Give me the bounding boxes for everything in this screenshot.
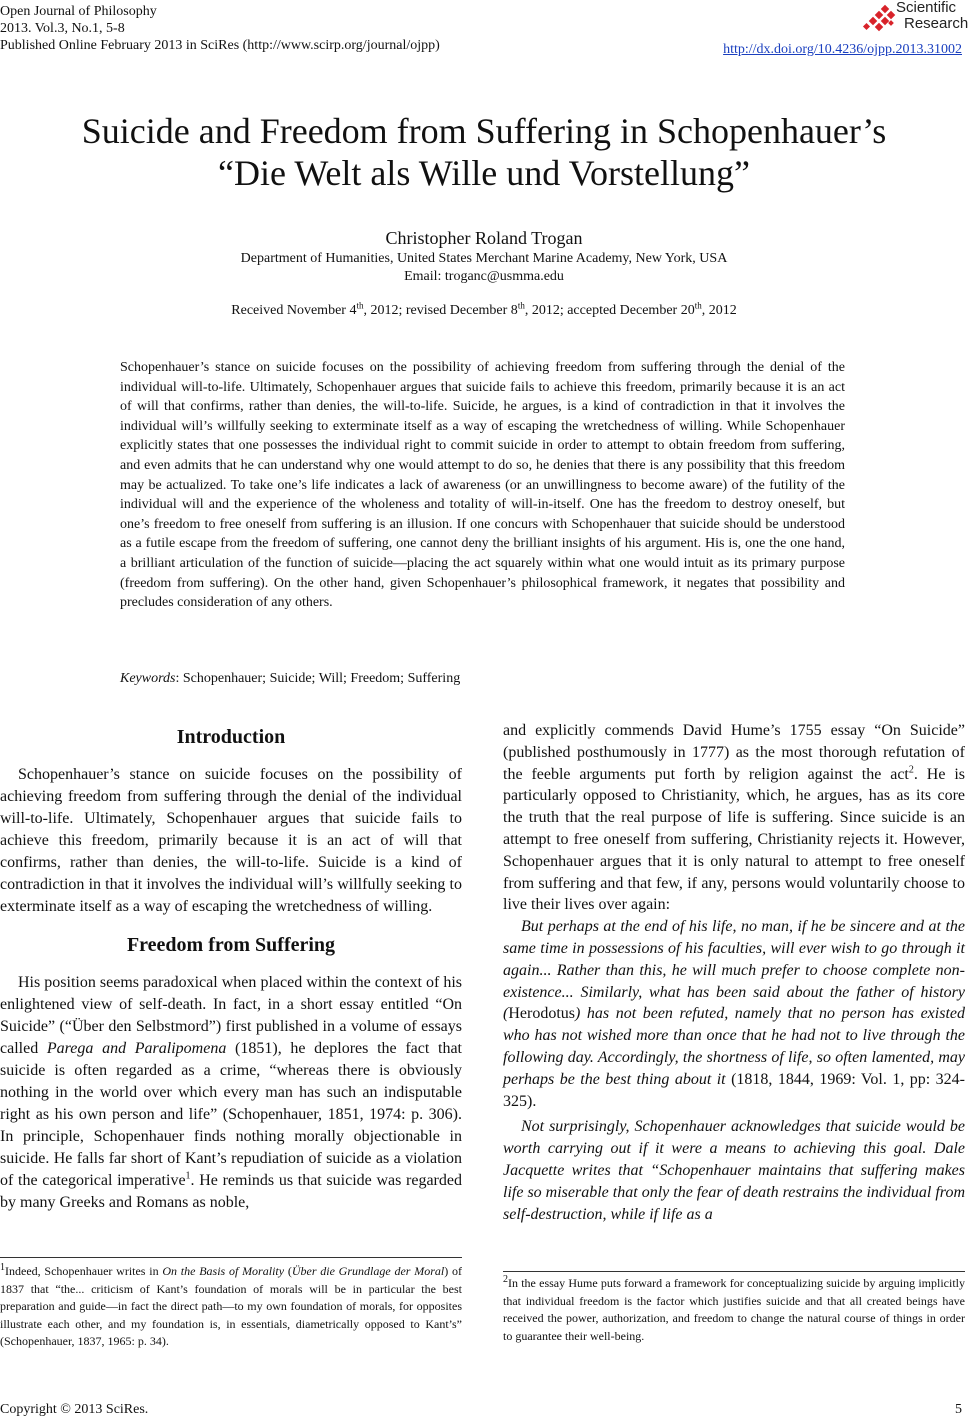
footnote-ref-1[interactable]: 1 <box>185 1170 191 1182</box>
author-affiliation: Department of Humanities, United States Merchant Marine Academy, New York, USA <box>240 251 728 266</box>
page-number: 5 <box>955 1402 962 1417</box>
journal-volume: 2013. Vol.3, No.1, 5-8 <box>0 21 125 36</box>
journal-name: Open Journal of Philosophy <box>0 4 157 19</box>
freedom-text-a: His position seems paradoxical when placed within the context of his enlightened view of self-death. In fact, in a short essay entitled “On Suicide” (“Über den Selbstmord”) first published in a volume of essays called <box>0 974 462 1057</box>
footnote-2-text: In the essay Hume puts forward a framework for conceptualizing suicide by arguing implicitly that individual freedom is the factor which justifies suicide and that all created beings have received the power, authorization, and freedom to change the natural course of things in order to guarantee their well-being. <box>503 1276 965 1343</box>
quote-citation: (1818, 1844, 1969: Vol. 1, pp: 324-325). <box>503 1070 965 1110</box>
footnote-divider-left <box>0 1257 462 1258</box>
right-p2-text-a: Not surprisingly, Schopenhauer acknowledges that suicide would be worth carrying out if it were a means to achieving this goal. Dale Jacquette writes that “ <box>503 1118 965 1179</box>
right-text-b: . He is particularly opposed to Christianity, which, he argues, has as its core the truth that the real purpose of life is suffering. Since suicide is an attempt to free oneself from suffering, Christianity rejects it. However, Schopenhauer argues that it is only natural to attempt to free oneself from suffering and that few, if any, persons would voluntarily choose to live their lives over again: <box>503 765 966 914</box>
quote-text-a: But perhaps at the end of his life, no man, if he be sincere and at the same time in possessions of his faculties, will ever wish to go through it again... Rather than this, he will much prefer to choose complete non-existence... Similarly, what has been said about the father of history ( <box>503 918 965 1023</box>
keywords-label: Keywords <box>120 671 176 686</box>
title-line-2: “Die Welt als Wille und Vorstellung” <box>218 153 750 193</box>
quote-text-b: ) has not been refuted, namely that no person has existed who has not wished more than once that he had not to live through the following day. Accordingly, the shortness of life, so often lamented, may perhaps be the best thing about it <box>503 1005 965 1088</box>
freedom-text-italic: Parega and Paralipomena <box>46 1040 227 1057</box>
right-column <box>503 720 965 1225</box>
article-dates <box>0 300 968 319</box>
doi-link[interactable]: http://dx.doi.org/10.4236/ojpp.2013.31002 <box>723 42 962 57</box>
freedom-heading: Freedom from Suffering <box>126 934 336 956</box>
publication-info: Published Online February 2013 in SciRes (http://www.scirp.org/journal/ojpp) <box>0 38 440 53</box>
footnote-1-number: 1 <box>0 1262 5 1273</box>
accepted-date: , 2012; accepted December 20 <box>524 303 695 318</box>
left-column <box>0 720 462 1214</box>
introduction-heading: Introduction <box>176 726 286 748</box>
paper-title <box>0 110 968 194</box>
footnote-2-number: 2 <box>503 1274 508 1285</box>
quote-herodotus: Herodotus <box>508 1005 575 1023</box>
right-paragraph-1 <box>503 720 965 916</box>
footnote-divider-right <box>503 1271 965 1272</box>
dates-tail: , 2012 <box>701 303 737 318</box>
author-name: Christopher Roland Trogan <box>385 228 583 248</box>
footnote-1-text-b: ( <box>284 1264 292 1278</box>
freedom-paragraph <box>0 972 462 1214</box>
footnote-2 <box>503 1275 965 1345</box>
right-p2-text-b: Schopenhauer maintains that suffering makes life so miserable that only the fear of death restrains the individual from self-destruction, while if life as a <box>503 1161 966 1223</box>
scientific-research-logo <box>862 0 968 36</box>
received-date: Received November 4 <box>231 303 357 318</box>
footnote-1-title-2: Über die Grundlage der Moral <box>291 1264 445 1278</box>
footnote-1-title-1: On the Basis of Morality <box>162 1264 285 1278</box>
right-text-a: and explicitly commends David Hume’s 1755 essay “On Suicide” (published posthumously in 1777) as the most thorough refutation of the feeble arguments put forth by religion against the act <box>503 722 965 783</box>
copyright-footer: Copyright © 2013 SciRes. <box>0 1402 149 1417</box>
title-line-1: Suicide and Freedom from Suffering in Schopenhauer’s <box>81 111 887 151</box>
keywords-list: : Schopenhauer; Suicide; Will; Freedom; Suffering <box>175 671 461 686</box>
logo-line-2: Research <box>904 15 968 32</box>
logo-wordmark <box>896 0 968 32</box>
accepted-sup: th <box>694 300 702 311</box>
received-sup: th <box>356 300 364 311</box>
author-email: Email: troganc@usmma.edu <box>404 269 564 284</box>
author-affiliation-block <box>0 250 968 286</box>
block-quote <box>503 916 965 1112</box>
footnote-1-text-c: ) of 1837 that “the... criticism of Kant’s foundation of morals will be in particular the best preparation and guide—in fact the direct path—to my own foundation of morals, for opposites illustrate each other, and my foundation is, in essentials, diametrically opposed to Kant’s” (Schopenhauer, 1837, 1965: p. 34). <box>0 1264 462 1348</box>
logo-mark-icon <box>862 4 898 34</box>
abstract: Schopenhauer’s stance on suicide focuses on the possibility of achieving freedom from suffering through the denial of the individual will-to-life. Ultimately, Schopenhauer argues that suicide fails to achieve this freedom, primarily because it is an act of will that confirms, rather than denies, the will-to-life. Suicide, he argues, is a kind of contradiction in that it involves the individual will’s willfully seeking to exterminate itself as a way of escaping the wretchedness of willing. While Schopenhauer explicitly states that one possesses the individual right to commit suicide in order to attempt to obtain freedom from suffering, and even admits that he can understand why one would attempt to do so, he denies that there is any possibility that this freedom may be actualized. To take one’s life indicates a lack of awareness (or an unwillingness to become aware) of the futility of the individual will and the experience of the wholeness and totality of will-in-itself. One has the freedom to destroy oneself, but one’s freedom to free oneself from suffering is an illusion. If one concurs with Schopenhauer that suicide should be understood as a futile escape from the freedom of suffering, one cannot deny the brilliant insights of his argument. His is, one the one hand, a brilliant articulation of the function of suicide—placing the act squarely within what one would intuit as its primary purpose (freedom from suffering). On the other hand, given Schopenhauer’s philosophical framework, it negates that possibility and precludes consideration of any others. <box>120 360 845 611</box>
footnote-1-text-a: Indeed, Schopenhauer writes in <box>5 1264 163 1278</box>
footnote-1 <box>0 1263 462 1351</box>
revised-sup: th <box>517 300 525 311</box>
right-paragraph-2 <box>503 1116 965 1225</box>
revised-date: , 2012; revised December 8 <box>363 303 518 318</box>
logo-line-1: Scientific <box>896 0 957 16</box>
freedom-text-c: . He reminds us that suicide was regarded by many Greeks and Romans as noble, <box>0 1172 462 1211</box>
journal-header <box>0 3 440 54</box>
freedom-text-b: (1851), he deplores the fact that suicide is often regarded as a crime, “whereas there is obviously nothing in the world over which every man has such an indisputable right as his own person and life” (Schopenhauer, 1851, 1974: p. 306). In principle, Schopenhauer finds nothing morally objectionable in suicide. He falls far short of Kant’s repudiation of suicide as a violation of the categorical imperative <box>0 1040 462 1189</box>
keywords <box>120 671 460 687</box>
introduction-paragraph: Schopenhauer’s stance on suicide focuses on the possibility of achieving freedom from suffering through the denial of the individual will-to-life. Ultimately, Schopenhauer argues that suicide fails to achieve this freedom, primarily because it is an act of will that confirms, rather than denies, the will-to-life. Suicide is a kind of contradiction in that it involves the individual will’s willfully seeking to exterminate itself as a way of escaping the wretchedness of willing. <box>0 766 462 915</box>
footnote-ref-2[interactable]: 2 <box>908 764 914 776</box>
